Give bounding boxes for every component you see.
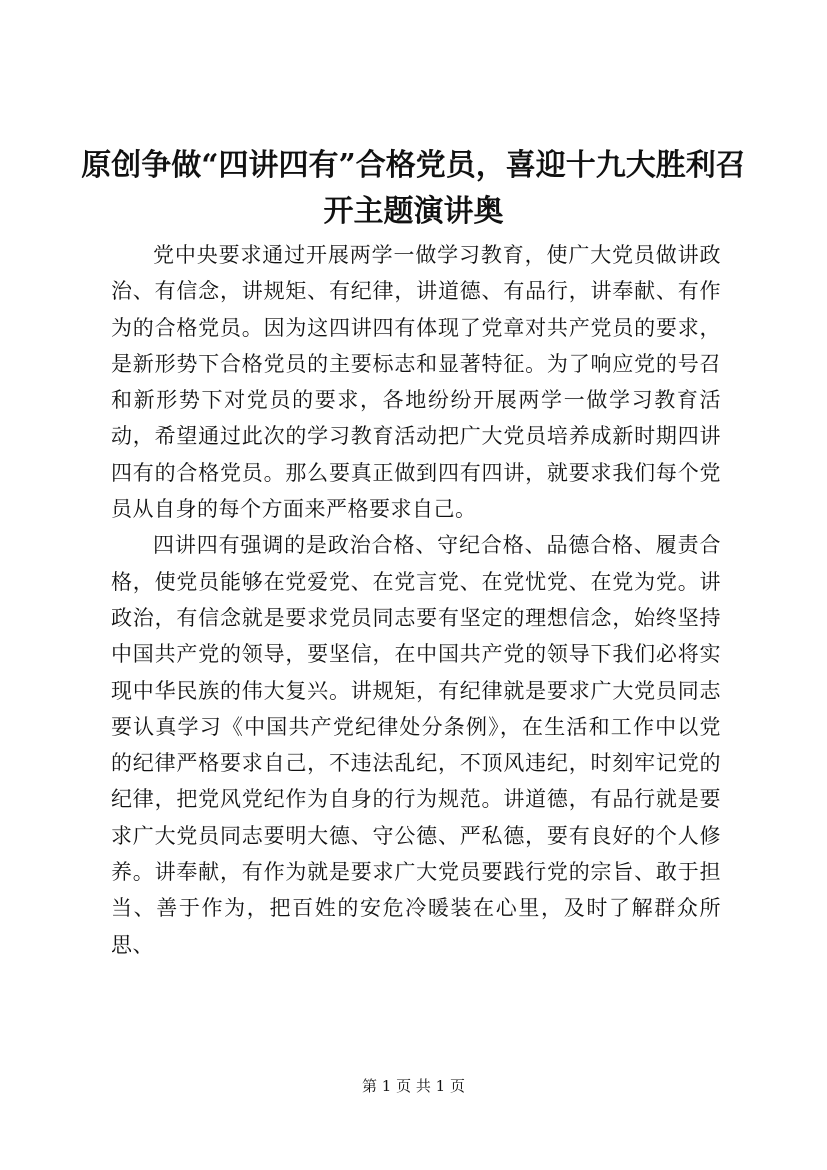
paragraph-1: 党中央要求通过开展两学一做学习教育，使广大党员做讲政治、有信念，讲规矩、有纪律，讲道德、有品行，讲奉献、有作为的合格党员。因为这四讲四有体现了党章对共产党员的要求，是新形势下合格党员的主要标志和显著特征。为了响应党的号召和新形势下对党员的要求，各地纷纷开展两学一做学习教育活动，希望通过此次的学习教育活动把广大党员培养成新时期四讲四有的合格党员。那么要真正做到四有四讲，就要求我们每个党员从自身的每个方面来严格要求自己。 (111, 243, 721, 522)
document-title: 原创争做“四讲四有”合格党员，喜迎十九大胜利召开主题演讲奥 (81, 148, 746, 229)
page-footer (0, 1076, 827, 1096)
document-body (111, 237, 721, 963)
paragraph-2: 四讲四有强调的是政治合格、守纪合格、品德合格、履责合格，使党员能够在党爱党、在党言党、在党忧党、在党为党。讲政治，有信念就是要求党员同志要有坚定的理想信念，始终坚持中国共产党的领导，要坚信，在中国共产党的领导下我们必将实现中华民族的伟大复兴。讲规矩，有纪律就是要求广大党员同志要认真学习《中国共产党纪律处分条例》，在生活和工作中以党的纪律严格要求自己，不违法乱纪，不顶风违纪，时刻牢记党的纪律，把党风党纪作为自身的行为规范。讲道德，有品行就是要求广大党员同志要明大德、守公德、严私德，要有良好的个人修养。讲奉献，有作为就是要求广大党员要践行党的宗旨、敢于担当、善于作为，把百姓的安危冷暖装在心里，及时了解群众所思、 (111, 533, 721, 957)
page-number-label: 第 1 页 共 1 页 (362, 1077, 465, 1095)
